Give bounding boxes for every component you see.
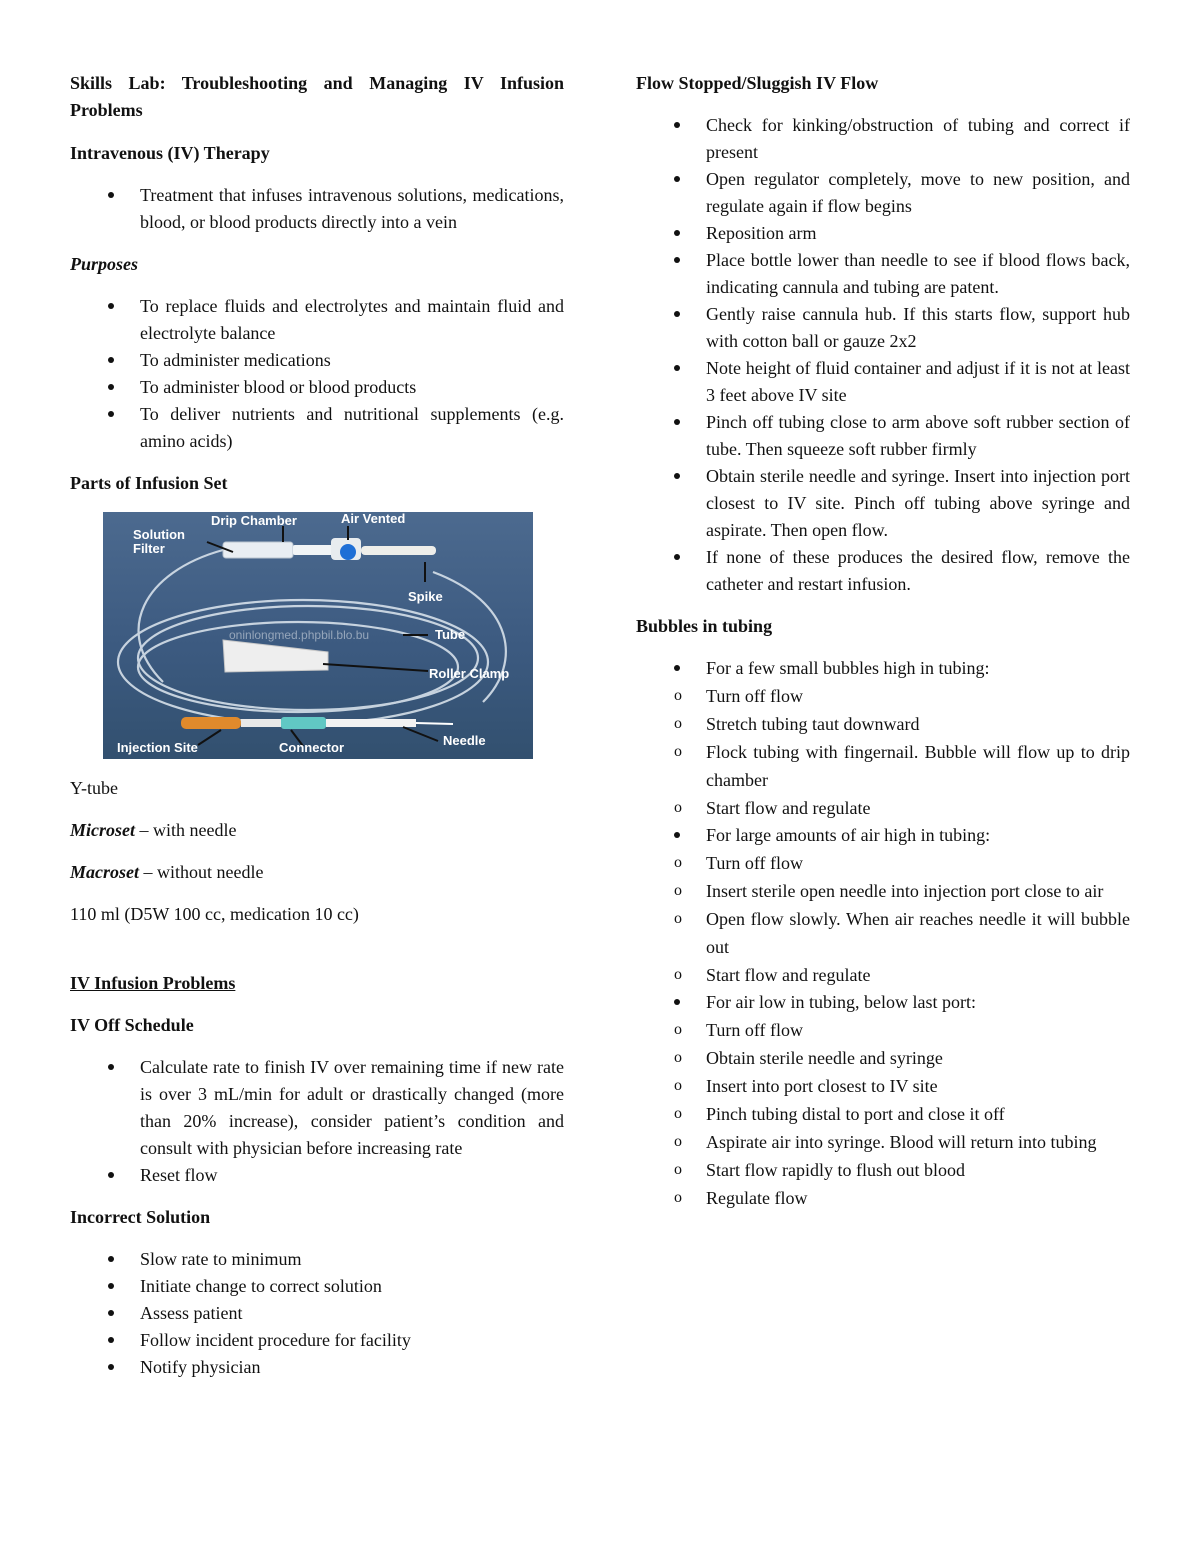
- sub-list-item: o Regulate flow: [636, 1184, 1130, 1212]
- list-item: Assess patient: [70, 1300, 564, 1327]
- flow-stopped-heading: Flow Stopped/Sluggish IV Flow: [636, 73, 879, 93]
- purposes-heading: Purposes: [70, 254, 139, 274]
- figure-label-solution-filter: Solution Filter: [133, 527, 185, 556]
- figure-label-needle: Needle: [443, 733, 486, 748]
- sub-list-item: o Aspirate air into syringe. Blood will return into tubing: [636, 1128, 1130, 1156]
- iv-therapy-heading: Intravenous (IV) Therapy: [70, 143, 270, 163]
- sub-list-item: o Turn off flow: [636, 1016, 1130, 1044]
- macroset-term: Macroset: [70, 862, 139, 882]
- list-item: [636, 822, 1130, 989]
- figure-label-injection-site: Injection Site: [117, 740, 198, 755]
- list-item: [636, 655, 1130, 822]
- sub-list-item: o Start flow rapidly to flush out blood: [636, 1156, 1130, 1184]
- bubbles-steps: [636, 1016, 1130, 1212]
- list-item: Check for kinking/obstruction of tubing and correct if present: [636, 112, 1130, 166]
- list-item: Open regulator completely, move to new position, and regulate again if flow begins: [636, 166, 1130, 220]
- sub-list-item: o Start flow and regulate: [636, 961, 1130, 989]
- bubbles-case-label: For large amounts of air high in tubing:: [706, 825, 991, 845]
- image-watermark: oninlongmed.phpbil.blo.bu: [229, 628, 370, 642]
- sub-list-item: o Insert sterile open needle into injection port close to air: [636, 877, 1130, 905]
- sub-list-item: o Pinch tubing distal to port and close it off: [636, 1100, 1130, 1128]
- incorrect-solution-heading: Incorrect Solution: [70, 1207, 211, 1227]
- list-item: Gently raise cannula hub. If this starts flow, support hub with cotton ball or gauze 2x2: [636, 301, 1130, 355]
- sub-list-item: o Insert into port closest to IV site: [636, 1072, 1130, 1100]
- list-item: To replace fluids and electrolytes and maintain fluid and electrolyte balance: [70, 293, 564, 347]
- list-item: Treatment that infuses intravenous solutions, medications, blood, or blood products directly into a vein: [70, 182, 564, 236]
- sub-list-item: o Open flow slowly. When air reaches needle it will bubble out: [636, 905, 1130, 961]
- off-schedule-list: [70, 1054, 564, 1189]
- list-item: Obtain sterile needle and syringe. Insert into injection port closest to IV site. Pinch off tubing above syringe and aspirate. Then open flow.: [636, 463, 1130, 544]
- sub-list-item: o Start flow and regulate: [636, 794, 1130, 822]
- list-item: If none of these produces the desired flow, remove the catheter and restart infusion.: [636, 544, 1130, 598]
- list-item: Reposition arm: [636, 220, 1130, 247]
- list-item: Calculate rate to finish IV over remaining time if new rate is over 3 mL/min for adult or drastically changed (more than 20% increase), consider patient’s condition and consult with physician before increasing rate: [70, 1054, 564, 1162]
- document-title: Skills Lab: Troubleshooting and Managing IV Infusion Problems: [70, 73, 564, 120]
- incorrect-solution-list: [70, 1246, 564, 1381]
- list-item: Pinch off tubing close to arm above soft rubber section of tube. Then squeeze soft rubber firmly: [636, 409, 1130, 463]
- list-item: Notify physician: [70, 1354, 564, 1381]
- microset-line: [70, 817, 564, 844]
- bubbles-list: [636, 655, 1130, 1212]
- list-item: Initiate change to correct solution: [70, 1273, 564, 1300]
- list-item: Slow rate to minimum: [70, 1246, 564, 1273]
- bubbles-steps: [636, 849, 1130, 989]
- figure-label-roller-clamp: Roller Clamp: [429, 666, 510, 681]
- macroset-desc: – without needle: [139, 862, 264, 882]
- sub-list-item: o Flock tubing with fingernail. Bubble will flow up to drip chamber: [636, 738, 1130, 794]
- list-item: To administer blood or blood products: [70, 374, 564, 401]
- microset-desc: – with needle: [135, 820, 237, 840]
- volume-text: 110 ml (D5W 100 cc, medication 10 cc): [70, 904, 359, 924]
- list-item: To deliver nutrients and nutritional supplements (e.g. amino acids): [70, 401, 564, 455]
- sub-list-item: o Obtain sterile needle and syringe: [636, 1044, 1130, 1072]
- bubbles-heading: Bubbles in tubing: [636, 616, 773, 636]
- list-item: Place bottle lower than needle to see if blood flows back, indicating cannula and tubing are patent.: [636, 247, 1130, 301]
- figure-label-spike: Spike: [408, 589, 443, 604]
- bubbles-case-label: For a few small bubbles high in tubing:: [706, 658, 990, 678]
- purposes-list: [70, 293, 564, 455]
- sub-list-item: o Turn off flow: [636, 682, 1130, 710]
- microset-term: Microset: [70, 820, 135, 840]
- list-item: Reset flow: [70, 1162, 564, 1189]
- ytube-text: Y-tube: [70, 778, 118, 798]
- list-item: Note height of fluid container and adjust if it is not at least 3 feet above IV site: [636, 355, 1130, 409]
- macroset-line: [70, 859, 564, 886]
- figure-label-connector: Connector: [279, 740, 344, 755]
- right-column: [636, 70, 1130, 1227]
- parts-heading: Parts of Infusion Set: [70, 473, 228, 493]
- sub-list-item: o Turn off flow: [636, 849, 1130, 877]
- bubbles-case-label: For air low in tubing, below last port:: [706, 992, 976, 1012]
- bubbles-steps: [636, 682, 1130, 822]
- figure-label-air-vented: Air Vented: [341, 512, 406, 526]
- figure-label-drip-chamber: Drip Chamber: [211, 513, 297, 528]
- list-item: To administer medications: [70, 347, 564, 374]
- flow-stopped-list: [636, 112, 1130, 598]
- list-item: Follow incident procedure for facility: [70, 1327, 564, 1354]
- figure-label-tube: Tube: [435, 627, 466, 642]
- left-column: [70, 70, 564, 1396]
- infusion-set-image: [103, 512, 533, 759]
- iv-therapy-list: [70, 182, 564, 236]
- list-item: [636, 989, 1130, 1212]
- sub-list-item: o Stretch tubing taut downward: [636, 710, 1130, 738]
- off-schedule-heading: IV Off Schedule: [70, 1015, 194, 1035]
- iv-problems-heading: IV Infusion Problems: [70, 973, 236, 993]
